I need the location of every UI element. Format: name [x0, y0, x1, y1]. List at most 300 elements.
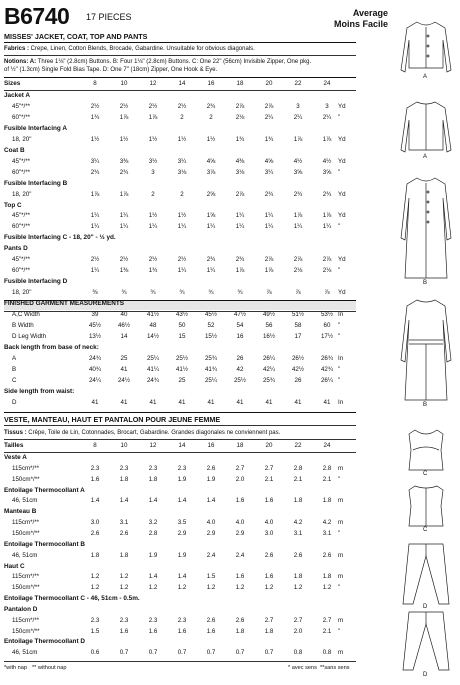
- fr-section-heading: Entoilage Thermocollant A: [4, 486, 85, 494]
- en-cell: 2⅝: [206, 190, 216, 198]
- top-c-back-sketch: [409, 486, 443, 526]
- en-cell: 53½: [320, 311, 334, 318]
- en-cell: ¾: [179, 289, 185, 297]
- en-cell: 52: [207, 321, 215, 329]
- en-cell: 2¾: [206, 102, 216, 110]
- fr-cell: 1.8: [148, 475, 158, 483]
- en-cell: 25¾: [204, 354, 218, 362]
- fr-cell: 2.7: [322, 616, 332, 624]
- fr-row-unit: m: [338, 497, 344, 505]
- fr-cell: 1.8: [90, 551, 100, 559]
- en-sizes-label: Sizes: [4, 80, 21, 87]
- fr-cell: 1.8: [322, 573, 332, 581]
- en-cell: 41: [91, 398, 99, 406]
- fr-cell: 2.7: [264, 464, 274, 472]
- fr-cell: 3.1: [293, 529, 303, 537]
- en-cell: 3: [296, 102, 300, 110]
- fr-cell: 2.3: [177, 616, 187, 624]
- en-cell: 41: [236, 398, 244, 406]
- fr-cell: 3.2: [148, 519, 158, 527]
- en-size-7: 22: [294, 80, 302, 87]
- fr-cell: 2.6: [264, 551, 274, 559]
- fr-cell: 2.8: [293, 464, 303, 472]
- en-row-unit: Yd: [338, 212, 346, 220]
- en-cell: 1¼: [322, 223, 332, 231]
- en-cell: 25: [178, 376, 186, 384]
- fr-cell: 2.6: [119, 529, 129, 537]
- fr-size-1: 10: [120, 442, 128, 449]
- fr-size-0: 8: [93, 442, 97, 449]
- fr-cell: 2.3: [90, 464, 100, 472]
- fr-cell: 1.2: [206, 584, 216, 592]
- fr-cell: 2.4: [235, 551, 245, 559]
- en-cell: 45½: [88, 321, 102, 329]
- en-cell: 43½: [175, 311, 189, 318]
- fr-cell: 2.1: [322, 475, 332, 483]
- en-row-label: A: [12, 354, 17, 362]
- en-cell: 2½: [119, 256, 129, 264]
- en-cell: 3⅞: [206, 168, 216, 176]
- en-cell: 3½: [148, 157, 158, 165]
- en-row-unit: ": [338, 113, 341, 121]
- en-cell: 24¾: [88, 354, 102, 362]
- en-cell: 1⅞: [322, 212, 332, 220]
- piece-count: 17 PIECES: [86, 12, 132, 22]
- en-cell: 41: [265, 398, 273, 406]
- fr-row-unit: m: [338, 649, 344, 657]
- en-cell: 1½: [148, 212, 158, 220]
- fr-cell: 4.2: [293, 519, 303, 527]
- en-cell: 1¼: [264, 212, 274, 220]
- fr-cell: 1.4: [148, 497, 158, 505]
- fr-sizes-divider: [4, 452, 356, 453]
- en-cell: 1⅞: [322, 135, 332, 143]
- en-row-label: 60"*/**: [12, 267, 31, 275]
- fr-row-label: 115cm*/**: [12, 519, 40, 527]
- fabrics-en-label: Fabrics :: [4, 46, 30, 52]
- en-cell: 4⅝: [206, 157, 216, 165]
- en-row-unit: ": [338, 365, 341, 373]
- en-cell: 24½: [117, 376, 131, 384]
- en-cell: 2: [151, 190, 155, 198]
- pants-d-back-sketch: [403, 612, 449, 670]
- en-cell: ¾: [237, 289, 243, 297]
- fr-cell: 2.3: [119, 464, 129, 472]
- en-cell: 25¼: [204, 376, 218, 384]
- fr-cell: 1.8: [293, 573, 303, 581]
- en-cell: 2¾: [90, 168, 100, 176]
- en-cell: 42½: [291, 365, 305, 373]
- en-cell: 56: [265, 321, 273, 329]
- en-cell: 2¾: [206, 256, 216, 264]
- en-size-6: 20: [265, 80, 273, 87]
- en-size-4: 16: [207, 80, 215, 87]
- fr-cell: 1.4: [90, 497, 100, 505]
- en-cell: 15: [178, 332, 186, 340]
- en-cell: 1½: [148, 135, 158, 143]
- en-row-unit: Yd: [338, 157, 346, 165]
- en-cell: 1⅞: [235, 267, 245, 275]
- fr-cell: 1.8: [293, 497, 303, 505]
- difficulty-fr: Moins Facile: [333, 19, 388, 29]
- en-cell: 3⅛: [177, 168, 187, 176]
- en-cell: 2: [180, 113, 184, 121]
- fr-row-unit: ": [338, 529, 341, 537]
- en-cell: ⅞: [324, 289, 330, 297]
- en-cell: 41: [207, 398, 215, 406]
- fr-row-label: 150cm*/**: [12, 584, 40, 592]
- en-cell: 25½: [175, 354, 189, 362]
- fabrics-en-text: Crepe, Linen, Cotton Blends, Brocade, Gabardine. Unsuitable for obvious diagonals.: [29, 46, 255, 52]
- difficulty-en: Average: [352, 8, 388, 18]
- pattern-code: B6740: [4, 3, 70, 29]
- en-cell: 4½: [322, 157, 332, 165]
- fr-cell: 2.3: [148, 464, 158, 472]
- en-cell: 1¼: [119, 223, 129, 231]
- fr-cell: 1.4: [206, 497, 216, 505]
- en-cell: 1½: [177, 212, 187, 220]
- en-cell: 42: [236, 365, 244, 373]
- en-section-heading: Pants D: [4, 245, 28, 253]
- en-cell: 2½: [148, 256, 158, 264]
- en-cell: 26¼: [320, 376, 334, 384]
- fr-size-2: 12: [149, 442, 157, 449]
- view-label-a-back: A: [423, 154, 428, 160]
- en-row-unit: Yd: [338, 289, 346, 297]
- en-cell: 2½: [177, 102, 187, 110]
- fr-cell: 1.2: [235, 584, 245, 592]
- view-label-d-back: D: [423, 672, 428, 678]
- en-cell: 2⅞: [235, 102, 245, 110]
- en-cell: 4½: [293, 157, 303, 165]
- en-cell: 2: [180, 190, 184, 198]
- fr-cell: 2.6: [293, 551, 303, 559]
- fr-cell: 1.2: [293, 584, 303, 592]
- fr-cell: 0.6: [90, 649, 100, 657]
- en-row-unit: ": [338, 376, 341, 384]
- en-cell: 54: [236, 321, 244, 329]
- en-cell: 2⅞: [264, 102, 274, 110]
- en-row-unit: Yd: [338, 190, 346, 198]
- fr-cell: 1.9: [206, 475, 216, 483]
- en-row-unit: In: [338, 354, 344, 362]
- en-cell: 41¼: [146, 365, 160, 373]
- fr-cell: 2.9: [177, 529, 187, 537]
- fr-cell: 2.3: [177, 464, 187, 472]
- en-cell: 41: [120, 365, 128, 373]
- fr-cell: 4.2: [322, 519, 332, 527]
- fr-row-unit: ": [338, 475, 341, 483]
- notions-en-text1: Three 1⅛" (2.8cm) Buttons. B: Four 1⅛" (2.8cm) Buttons. C: One 22" (56cm) Invisible Zipper, One pkg.: [36, 59, 312, 65]
- fr-cell: 1.2: [90, 584, 100, 592]
- en-cell: ⅞: [266, 289, 272, 297]
- en-row-label: 18, 20": [12, 289, 32, 297]
- en-row-label: 18, 20": [12, 135, 32, 143]
- en-cell: 3: [151, 168, 155, 176]
- notions-en-label: Notions: A:: [4, 59, 37, 65]
- en-cell: 2½: [90, 102, 100, 110]
- fr-cell: 2.9: [206, 529, 216, 537]
- fr-cell: 1.6: [90, 475, 100, 483]
- fr-cell: 2.9: [235, 529, 245, 537]
- fr-row-label: 115cm*/**: [12, 616, 40, 624]
- fr-cell: 2.8: [148, 529, 158, 537]
- en-cell: 2⅞: [264, 256, 274, 264]
- fr-section-heading: Entoilage Thermocollant D: [4, 638, 85, 646]
- en-cell: 15½: [204, 332, 218, 340]
- fr-row-label: 150cm*/**: [12, 627, 40, 635]
- en-cell: 1½: [119, 135, 129, 143]
- en-cell: 1¼: [206, 223, 216, 231]
- en-cell: 26¾: [320, 354, 334, 362]
- en-cell: 25½: [233, 376, 247, 384]
- footnote-divider: [4, 661, 356, 662]
- fr-cell: 1.2: [119, 584, 129, 592]
- en-cell: 1½: [90, 135, 100, 143]
- en-section-heading: Fusible Interfacing A: [4, 124, 67, 132]
- en-size-8: 24: [323, 80, 331, 87]
- en-cell: 41: [323, 398, 331, 406]
- fr-cell: 1.8: [264, 627, 274, 635]
- en-row-unit: ": [338, 267, 341, 275]
- view-label-b-front: B: [423, 280, 428, 286]
- fr-cell: 1.6: [264, 573, 274, 581]
- fr-cell: 3.0: [264, 529, 274, 537]
- en-row-unit: In: [338, 398, 344, 406]
- en-section-heading: Side length from waist:: [4, 387, 75, 395]
- en-cell: 1¼: [235, 212, 245, 220]
- en-cell: 2⅞: [293, 256, 303, 264]
- fr-cell: 2.8: [322, 464, 332, 472]
- en-cell: 41: [120, 398, 128, 406]
- garment-sketches: [395, 10, 457, 680]
- en-cell: 60: [323, 321, 331, 329]
- en-cell: 50: [178, 321, 186, 329]
- en-row-label: 60"*/**: [12, 223, 31, 231]
- fr-cell: 2.7: [293, 616, 303, 624]
- fr-section-heading: Veste A: [4, 454, 27, 461]
- en-row-label: D: [12, 398, 17, 406]
- top-c-front-sketch: [409, 430, 443, 470]
- fr-cell: 0.7: [235, 649, 245, 657]
- en-cell: 1¼: [90, 223, 100, 231]
- en-section-heading: Top C: [4, 201, 22, 209]
- en-cell: 26½: [291, 354, 305, 362]
- en-cell: 2½: [148, 102, 158, 110]
- en-cell: 3: [325, 102, 329, 110]
- fr-cell: 1.6: [177, 627, 187, 635]
- en-size-1: 10: [120, 80, 128, 87]
- fr-cell: 1.8: [235, 627, 245, 635]
- en-cell: 1¾: [235, 135, 245, 143]
- fr-section-heading: Haut C: [4, 562, 25, 570]
- en-cell: 26¼: [262, 354, 276, 362]
- fr-cell: 1.2: [264, 584, 274, 592]
- fr-cell: 1.6: [264, 497, 274, 505]
- view-label-a-front: A: [423, 74, 428, 80]
- en-cell: 4⅜: [235, 157, 245, 165]
- en-cell: 1¼: [206, 267, 216, 275]
- coat-b-front-sketch: [401, 178, 451, 278]
- en-cell: 1⅞: [293, 135, 303, 143]
- en-cell: 26: [294, 376, 302, 384]
- fr-cell: 1.2: [90, 573, 100, 581]
- fr-row-label: 115cm*/**: [12, 464, 40, 472]
- en-cell: 1¾: [90, 113, 100, 121]
- fr-cell: 2.6: [206, 616, 216, 624]
- fr-cell: 1.2: [322, 584, 332, 592]
- fr-cell: 3.0: [90, 519, 100, 527]
- en-cell: 26: [236, 354, 244, 362]
- fr-section-heading: Entoilage Thermocollant B: [4, 540, 85, 548]
- fr-row-unit: m: [338, 551, 344, 559]
- en-row-unit: In: [338, 311, 344, 318]
- fr-cell: 2.6: [322, 551, 332, 559]
- en-cell: 16½: [262, 332, 276, 340]
- notions-en-line2: of ½" (1.3cm) Single Fold Bias Tape. D: One 7" (18cm) Zipper, One Hook & Eye.: [4, 67, 218, 73]
- en-cell: 1⅜: [119, 267, 129, 275]
- fr-row-unit: m: [338, 573, 344, 581]
- en-row-label: 18, 20": [12, 190, 32, 198]
- en-cell: 41: [149, 398, 157, 406]
- en-row-label: B: [12, 365, 17, 373]
- en-size-3: 14: [178, 80, 186, 87]
- fr-cell: 1.2: [148, 584, 158, 592]
- en-size-2: 12: [149, 80, 157, 87]
- en-section-heading: Fusible Interfacing D: [4, 278, 68, 286]
- en-cell: 2⅞: [322, 256, 332, 264]
- fr-size-8: 24: [323, 442, 331, 449]
- fr-cell: 0.7: [206, 649, 216, 657]
- fr-cell: 1.6: [235, 573, 245, 581]
- en-cell: 3¼: [177, 157, 187, 165]
- en-cell: 1⅞: [90, 190, 100, 198]
- en-row-label: 45"*/**: [12, 212, 31, 220]
- en-cell: 47½: [233, 311, 247, 318]
- fr-row-unit: m: [338, 464, 344, 472]
- fr-cell: 2.3: [119, 616, 129, 624]
- en-cell: 42¼: [262, 365, 276, 373]
- view-label-b-back: B: [423, 402, 428, 408]
- view-label-c-front: C: [423, 471, 428, 477]
- fr-cell: 2.4: [206, 551, 216, 559]
- en-cell: 1¼: [264, 223, 274, 231]
- fr-cell: 2.1: [293, 475, 303, 483]
- en-cell: 1⅝: [206, 212, 216, 220]
- en-cell: 41½: [146, 311, 160, 318]
- en-cell: 58: [294, 321, 302, 329]
- en-cell: 46½: [117, 321, 131, 329]
- fr-size-3: 14: [178, 442, 186, 449]
- en-section-heading: Coat B: [4, 146, 25, 154]
- en-section-heading: Back length from base of neck:: [4, 343, 99, 351]
- en-cell: 4⅝: [264, 157, 274, 165]
- fr-cell: 1.8: [119, 475, 129, 483]
- fr-row-label: 150cm*/**: [12, 475, 40, 483]
- en-cell: 3¼: [264, 168, 274, 176]
- en-cell: 2¾: [264, 190, 274, 198]
- fr-cell: 1.9: [148, 551, 158, 559]
- en-row-unit: ": [338, 332, 341, 340]
- fr-cell: 2.1: [264, 475, 274, 483]
- fr-cell: 2.6: [90, 529, 100, 537]
- en-section-heading: Fusible Interfacing B: [4, 179, 68, 187]
- en-cell: 2: [209, 113, 213, 121]
- en-cell: 1¾: [148, 267, 158, 275]
- en-cell: 17½: [320, 332, 334, 340]
- en-cell: 42¾: [320, 365, 334, 373]
- notions-divider: [4, 77, 356, 78]
- en-cell: ⅜: [92, 289, 98, 297]
- en-cell: 3¼: [90, 157, 100, 165]
- en-cell: 2¾: [235, 256, 245, 264]
- fabrics-fr-divider: [4, 439, 356, 440]
- fr-cell: 0.7: [264, 649, 274, 657]
- en-cell: 2⅞: [235, 190, 245, 198]
- fr-size-5: 18: [236, 442, 244, 449]
- en-sizes-divider: [4, 90, 356, 91]
- fr-row-label: 46, 51cm: [12, 497, 38, 505]
- title-divider: [4, 42, 356, 43]
- en-cell: 1⅞: [148, 113, 158, 121]
- en-row-unit: Yd: [338, 102, 346, 110]
- en-cell: 40: [120, 311, 128, 318]
- fr-cell: 1.5: [90, 627, 100, 635]
- fabrics-en: [4, 46, 255, 52]
- en-row-label: 45"*/**: [12, 102, 31, 110]
- fr-row-unit: ": [338, 584, 341, 592]
- fabrics-fr: [4, 430, 280, 436]
- en-size-5: 18: [236, 80, 244, 87]
- en-cell: ¾: [121, 289, 127, 297]
- fr-cell: 1.9: [177, 551, 187, 559]
- en-cell: 3⅝: [322, 168, 332, 176]
- notions-en-line1: [4, 59, 311, 65]
- jacket-a-back-sketch: [401, 102, 451, 152]
- en-cell: 41½: [175, 365, 189, 373]
- fr-cell: 1.8: [119, 551, 129, 559]
- en-cell: 14½: [146, 332, 160, 340]
- fr-cell: 0.7: [119, 649, 129, 657]
- en-section-heading: Fusible Interfacing C - 18, 20" - ½ yd.: [4, 234, 116, 242]
- fr-row-label: 150cm*/**: [12, 529, 40, 537]
- en-row-label: 45"*/**: [12, 157, 31, 165]
- fr-cell: 1.9: [177, 475, 187, 483]
- en-cell: 3⅛: [235, 168, 245, 176]
- fr-cell: 2.7: [264, 616, 274, 624]
- en-row-label: A,C Width: [12, 311, 40, 318]
- en-cell: 1⅞: [119, 190, 129, 198]
- en-cell: 1¼: [90, 267, 100, 275]
- en-cell: 2½: [119, 102, 129, 110]
- en-row-label: D Leg Width: [12, 332, 47, 340]
- en-cell: 2¼: [293, 113, 303, 121]
- fr-cell: 0.8: [293, 649, 303, 657]
- en-cell: 13½: [88, 332, 102, 340]
- en-cell: 1¼: [177, 267, 187, 275]
- view-label-d-front: D: [423, 604, 428, 610]
- en-cell: 45½: [204, 311, 218, 318]
- en-band-heading: FINISHED GARMENT MEASUREMENTS: [4, 300, 125, 308]
- en-cell: 39: [91, 311, 99, 318]
- fr-row-label: 46, 51cm: [12, 649, 38, 657]
- en-cell: 1¼: [119, 212, 129, 220]
- coat-b-back-sketch: [401, 300, 451, 400]
- en-row-label: 60"*/**: [12, 113, 31, 121]
- fr-cell: 1.5: [206, 573, 216, 581]
- title-fr: VESTE, MANTEAU, HAUT ET PANTALON POUR JEUNE FEMME: [4, 415, 221, 424]
- fr-title-divider: [4, 425, 356, 426]
